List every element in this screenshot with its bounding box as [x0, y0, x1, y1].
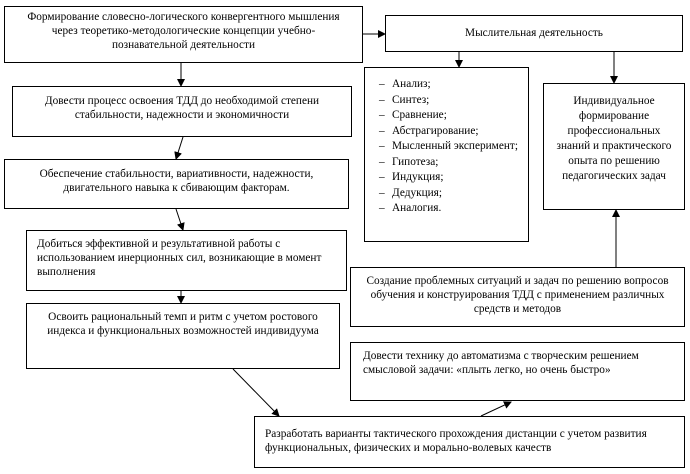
problem-situations-text: Создание проблемных ситуаций и задач по решению вопросов обучения и конструирования ТДД с применением различных средств и методов — [366, 275, 669, 315]
automatism-box — [350, 342, 685, 401]
arrow-stability-to-effective — [176, 209, 183, 230]
achieve-effective-box — [26, 230, 347, 291]
arrow-process-to-stability — [176, 137, 183, 159]
master-tempo-text: Освоить рациональный темп и ритм с учетом ростового индекса и функциональных возможностей индивидуума — [47, 311, 319, 337]
bring-process-text: Довести процесс освоения ТДД до необходимой степени стабильности, надежности и экономичности — [44, 95, 320, 121]
develop-variants-box — [254, 416, 685, 468]
operation-item: – Сравнение; — [379, 108, 520, 124]
arrow-variants-to-automatism — [481, 402, 511, 416]
mental-activity-box — [385, 15, 683, 52]
individual-formation-text: Индивидуальное формирование профессиональных знаний и практического опыта по решению педагогических задач — [556, 95, 672, 182]
automatism-text: Довести технику до автоматизма с творческим решением смысловой задачи: «плыть легко, но очень быстро» — [363, 350, 639, 376]
individual-formation-box — [543, 83, 685, 210]
ensure-stability-box — [4, 159, 349, 209]
thinking-operations-list — [379, 77, 520, 217]
thinking-operations-box — [364, 67, 529, 242]
operation-item: – Дедукция; — [379, 186, 520, 202]
mental-activity-text: Мыслительная деятельность — [465, 27, 603, 39]
bring-process-box — [12, 86, 352, 137]
formation-text: Формирование словесно-логического конвергентного мышления через теоретико-методологические концепции учебно-познавательной деятельности — [27, 11, 340, 51]
problem-situations-box — [350, 267, 685, 327]
develop-variants-text: Разработать варианты тактического прохождения дистанции с учетом развития функциональных, физических и морально-волевых качеств — [265, 428, 647, 454]
master-tempo-box — [26, 303, 340, 369]
operation-item: – Индукция; — [379, 170, 520, 186]
operation-item: – Синтез; — [379, 93, 520, 109]
operation-item: – Гипотеза; — [379, 155, 520, 171]
operation-item: – Анализ; — [379, 77, 520, 93]
operation-item: – Мысленный эксперимент; — [379, 139, 520, 155]
arrow-tempo-to-variants — [233, 369, 279, 416]
ensure-stability-text: Обеспечение стабильности, вариативности, надежности, двигательного навыка к сбивающим факторам. — [39, 168, 314, 194]
operation-item: – Абстрагирование; — [379, 124, 520, 140]
operation-item: – Аналогия. — [379, 201, 520, 217]
achieve-effective-text: Добиться эффективной и результативной работы с использованием инерционных сил, возникающие в момент выполнения — [37, 238, 322, 278]
formation-box — [4, 6, 363, 63]
